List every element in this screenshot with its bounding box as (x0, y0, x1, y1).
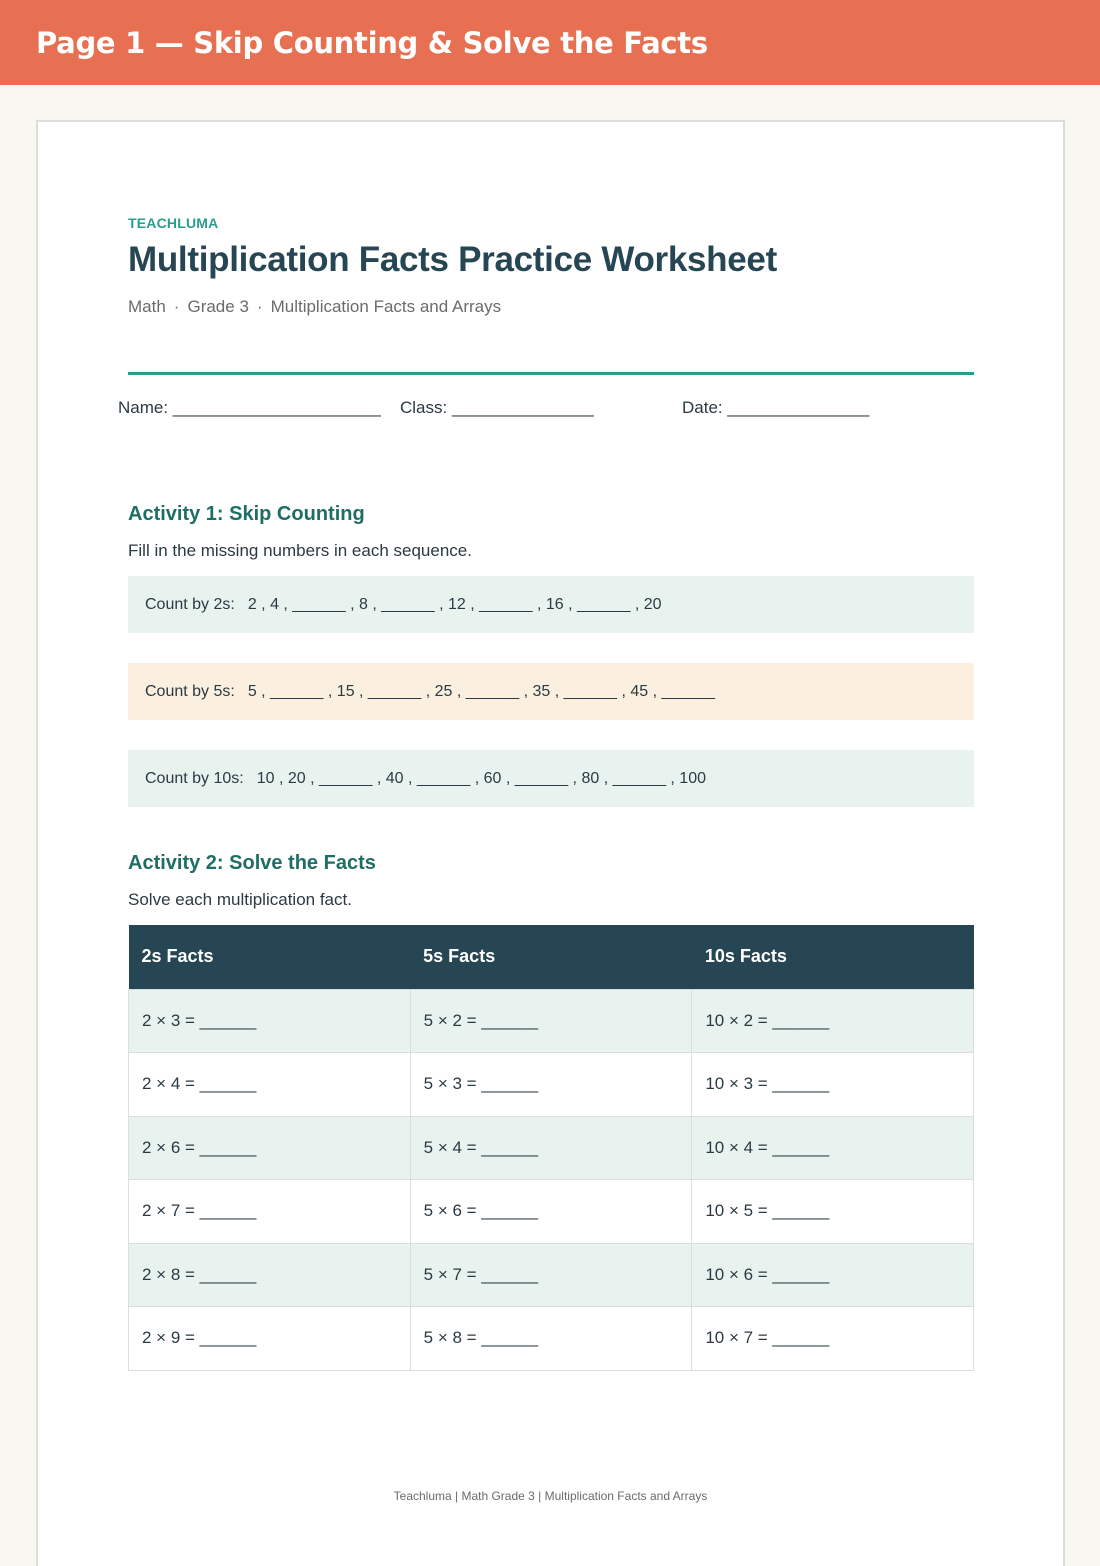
header-divider (128, 372, 974, 375)
fact-cell[interactable]: 10 × 7 = ______ (692, 1307, 974, 1371)
table-row (129, 1307, 974, 1371)
fact-cell[interactable]: 10 × 2 = ______ (692, 989, 974, 1053)
sequence-label: Count by 10s: (145, 769, 244, 787)
sequence-row-10s (128, 750, 974, 807)
fact-cell[interactable]: 2 × 9 = ______ (129, 1307, 411, 1371)
fact-cell[interactable]: 2 × 6 = ______ (129, 1116, 411, 1180)
column-header-2s: 2s Facts (129, 925, 411, 989)
meta-separator: · (256, 297, 263, 316)
meta-grade: Grade 3 (187, 297, 249, 316)
table-row (129, 989, 974, 1053)
column-header-10s: 10s Facts (692, 925, 974, 989)
activity1-title: Activity 1: Skip Counting (128, 503, 365, 525)
activity2-instruction: Solve each multiplication fact. (128, 890, 352, 909)
sequence-row-5s (128, 663, 974, 720)
sequence-blanks[interactable]: 2 , 4 , ______ , 8 , ______ , 12 , ______ , 16 , ______ , 20 (247, 595, 662, 613)
sequence-blanks[interactable]: 10 , 20 , ______ , 40 , ______ , 60 , ______ , 80 , ______ , 100 (256, 769, 706, 787)
fact-cell[interactable]: 5 × 7 = ______ (410, 1243, 692, 1307)
fact-cell[interactable]: 2 × 3 = ______ (129, 989, 411, 1053)
sequence-blanks[interactable]: 5 , ______ , 15 , ______ , 25 , ______ , 35 , ______ , 45 , ______ (247, 682, 715, 700)
fact-cell[interactable]: 10 × 3 = ______ (692, 1053, 974, 1117)
fact-cell[interactable]: 2 × 4 = ______ (129, 1053, 411, 1117)
date-field[interactable]: Date: _______________ (682, 398, 870, 417)
sequence-label: Count by 5s: (145, 682, 235, 700)
facts-header-row (129, 925, 974, 989)
facts-table (128, 925, 974, 1371)
brand-label: TEACHLUMA (128, 215, 219, 231)
class-field[interactable]: Class: _______________ (400, 398, 594, 417)
table-row (129, 1180, 974, 1244)
table-row (129, 1243, 974, 1307)
fact-cell[interactable]: 5 × 3 = ______ (410, 1053, 692, 1117)
banner-title: Page 1 — Skip Counting & Solve the Facts (36, 26, 708, 60)
fact-cell[interactable]: 5 × 6 = ______ (410, 1180, 692, 1244)
column-header-5s: 5s Facts (410, 925, 692, 989)
meta-separator: · (173, 297, 180, 316)
worksheet-meta (128, 297, 501, 317)
page-footer: Teachluma | Math Grade 3 | Multiplication Facts and Arrays (393, 1489, 708, 1503)
name-field[interactable]: Name: ______________________ (118, 398, 381, 417)
sequence-row-2s (128, 576, 974, 633)
table-row (129, 1116, 974, 1180)
worksheet-page (36, 120, 1065, 1566)
worksheet-title: Multiplication Facts Practice Worksheet (128, 240, 777, 279)
fact-cell[interactable]: 2 × 8 = ______ (129, 1243, 411, 1307)
fact-cell[interactable]: 5 × 8 = ______ (410, 1307, 692, 1371)
fact-cell[interactable]: 10 × 5 = ______ (692, 1180, 974, 1244)
fact-cell[interactable]: 2 × 7 = ______ (129, 1180, 411, 1244)
table-row (129, 1053, 974, 1117)
activity1-instruction: Fill in the missing numbers in each sequence. (128, 541, 472, 560)
sequence-label: Count by 2s: (145, 595, 235, 613)
fact-cell[interactable]: 10 × 4 = ______ (692, 1116, 974, 1180)
meta-subject: Math (128, 297, 166, 316)
fact-cell[interactable]: 5 × 2 = ______ (410, 989, 692, 1053)
meta-topic: Multiplication Facts and Arrays (270, 297, 502, 316)
fact-cell[interactable]: 10 × 6 = ______ (692, 1243, 974, 1307)
page-banner (0, 0, 1100, 85)
fact-cell[interactable]: 5 × 4 = ______ (410, 1116, 692, 1180)
activity2-title: Activity 2: Solve the Facts (128, 852, 376, 874)
